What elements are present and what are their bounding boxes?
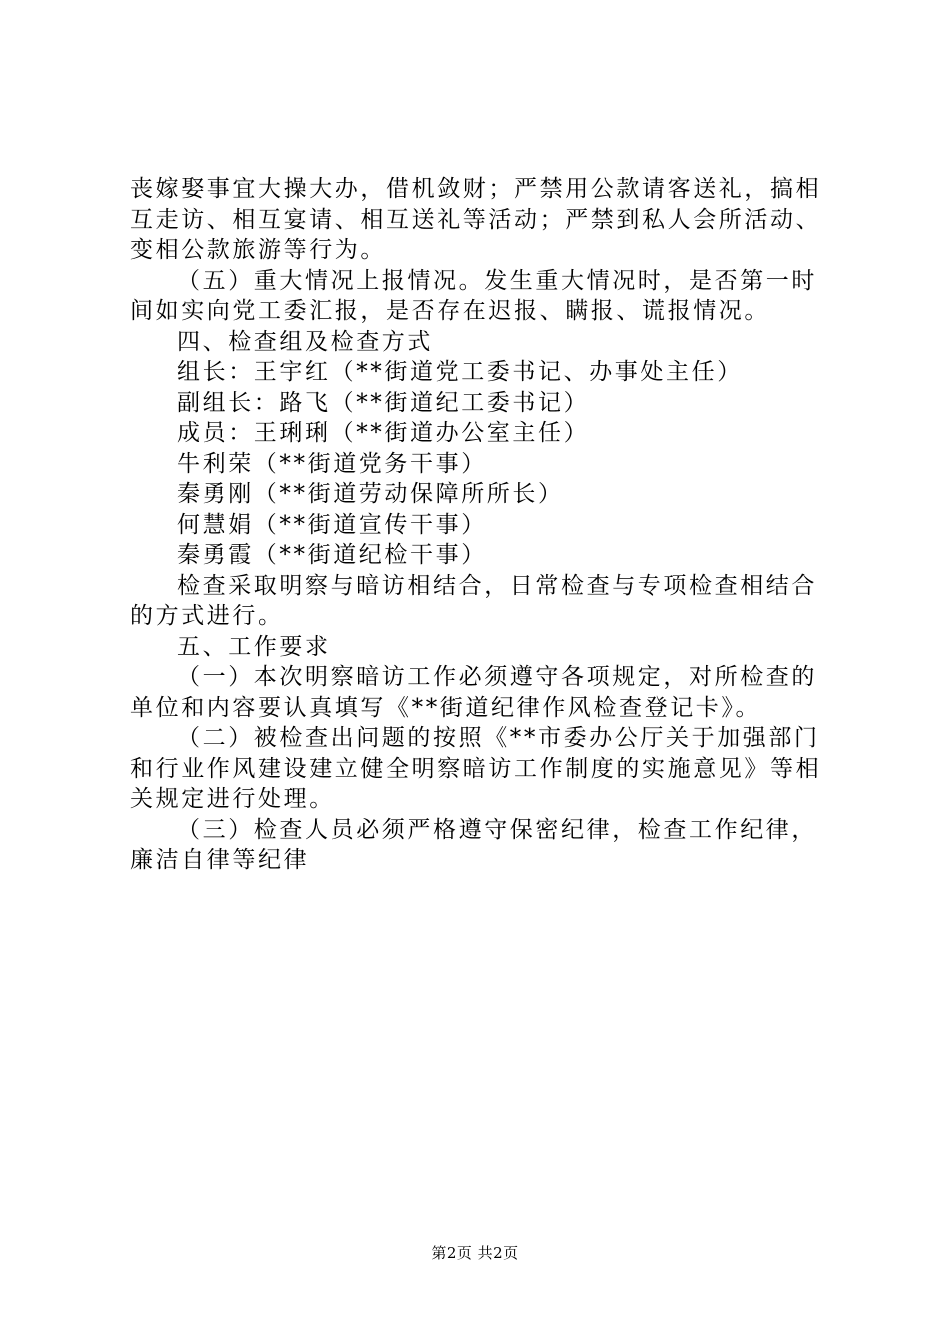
page-number-label: 第2页 共2页 — [431, 1244, 519, 1262]
group-leader-line: 组长：王宇红（**街道党工委书记、办事处主任） — [177, 359, 743, 385]
requirement-item-2: （二）被检查出问题的按照《**市委办公厅关于加强部门和行业作风建设建立健全明察暗访工作制度的实施意见》等相关规定进行处理。 — [130, 725, 822, 812]
member-line: 何慧娟（**街道宣传干事） — [177, 511, 487, 538]
document-body — [130, 174, 830, 876]
paragraph-major-situation-report: （五）重大情况上报情况。发生重大情况时，是否第一时间如实向党工委汇报，是否存在迟报、瞒报、谎报情况。 — [130, 267, 817, 324]
section-heading-work-requirements: 五、工作要求 — [177, 633, 331, 660]
requirement-item-1: （一）本次明察暗访工作必须遵守各项规定，对所检查的单位和内容要认真填写《**街道纪律作风检查登记卡》。 — [130, 664, 817, 721]
member-line: 秦勇霞（**街道纪检干事） — [177, 542, 487, 568]
member-line: 成员：王琍琍（**街道办公室主任） — [177, 420, 590, 446]
deputy-leader-line: 副组长：路飞（**街道纪工委书记） — [177, 389, 590, 416]
paragraph-inspection-method: 检查采取明察与暗访相结合，日常检查与专项检查相结合的方式进行。 — [130, 572, 817, 629]
member-line: 牛利荣（**街道党务干事） — [177, 450, 487, 477]
requirement-item-3: （三）检查人员必须严格遵守保密纪律，检查工作纪律，廉洁自律等纪律 — [130, 816, 817, 873]
paragraph-continuation: 丧嫁娶事宜大操大办，借机敛财；严禁用公款请客送礼，搞相互走访、相互宴请、相互送礼等活动；严禁到私人会所活动、变相公款旅游等行为。 — [130, 176, 822, 263]
page-footer — [0, 1243, 950, 1263]
section-heading-inspection-group: 四、检查组及检查方式 — [177, 328, 433, 355]
member-line: 秦勇刚（**街道劳动保障所所长） — [177, 481, 564, 507]
